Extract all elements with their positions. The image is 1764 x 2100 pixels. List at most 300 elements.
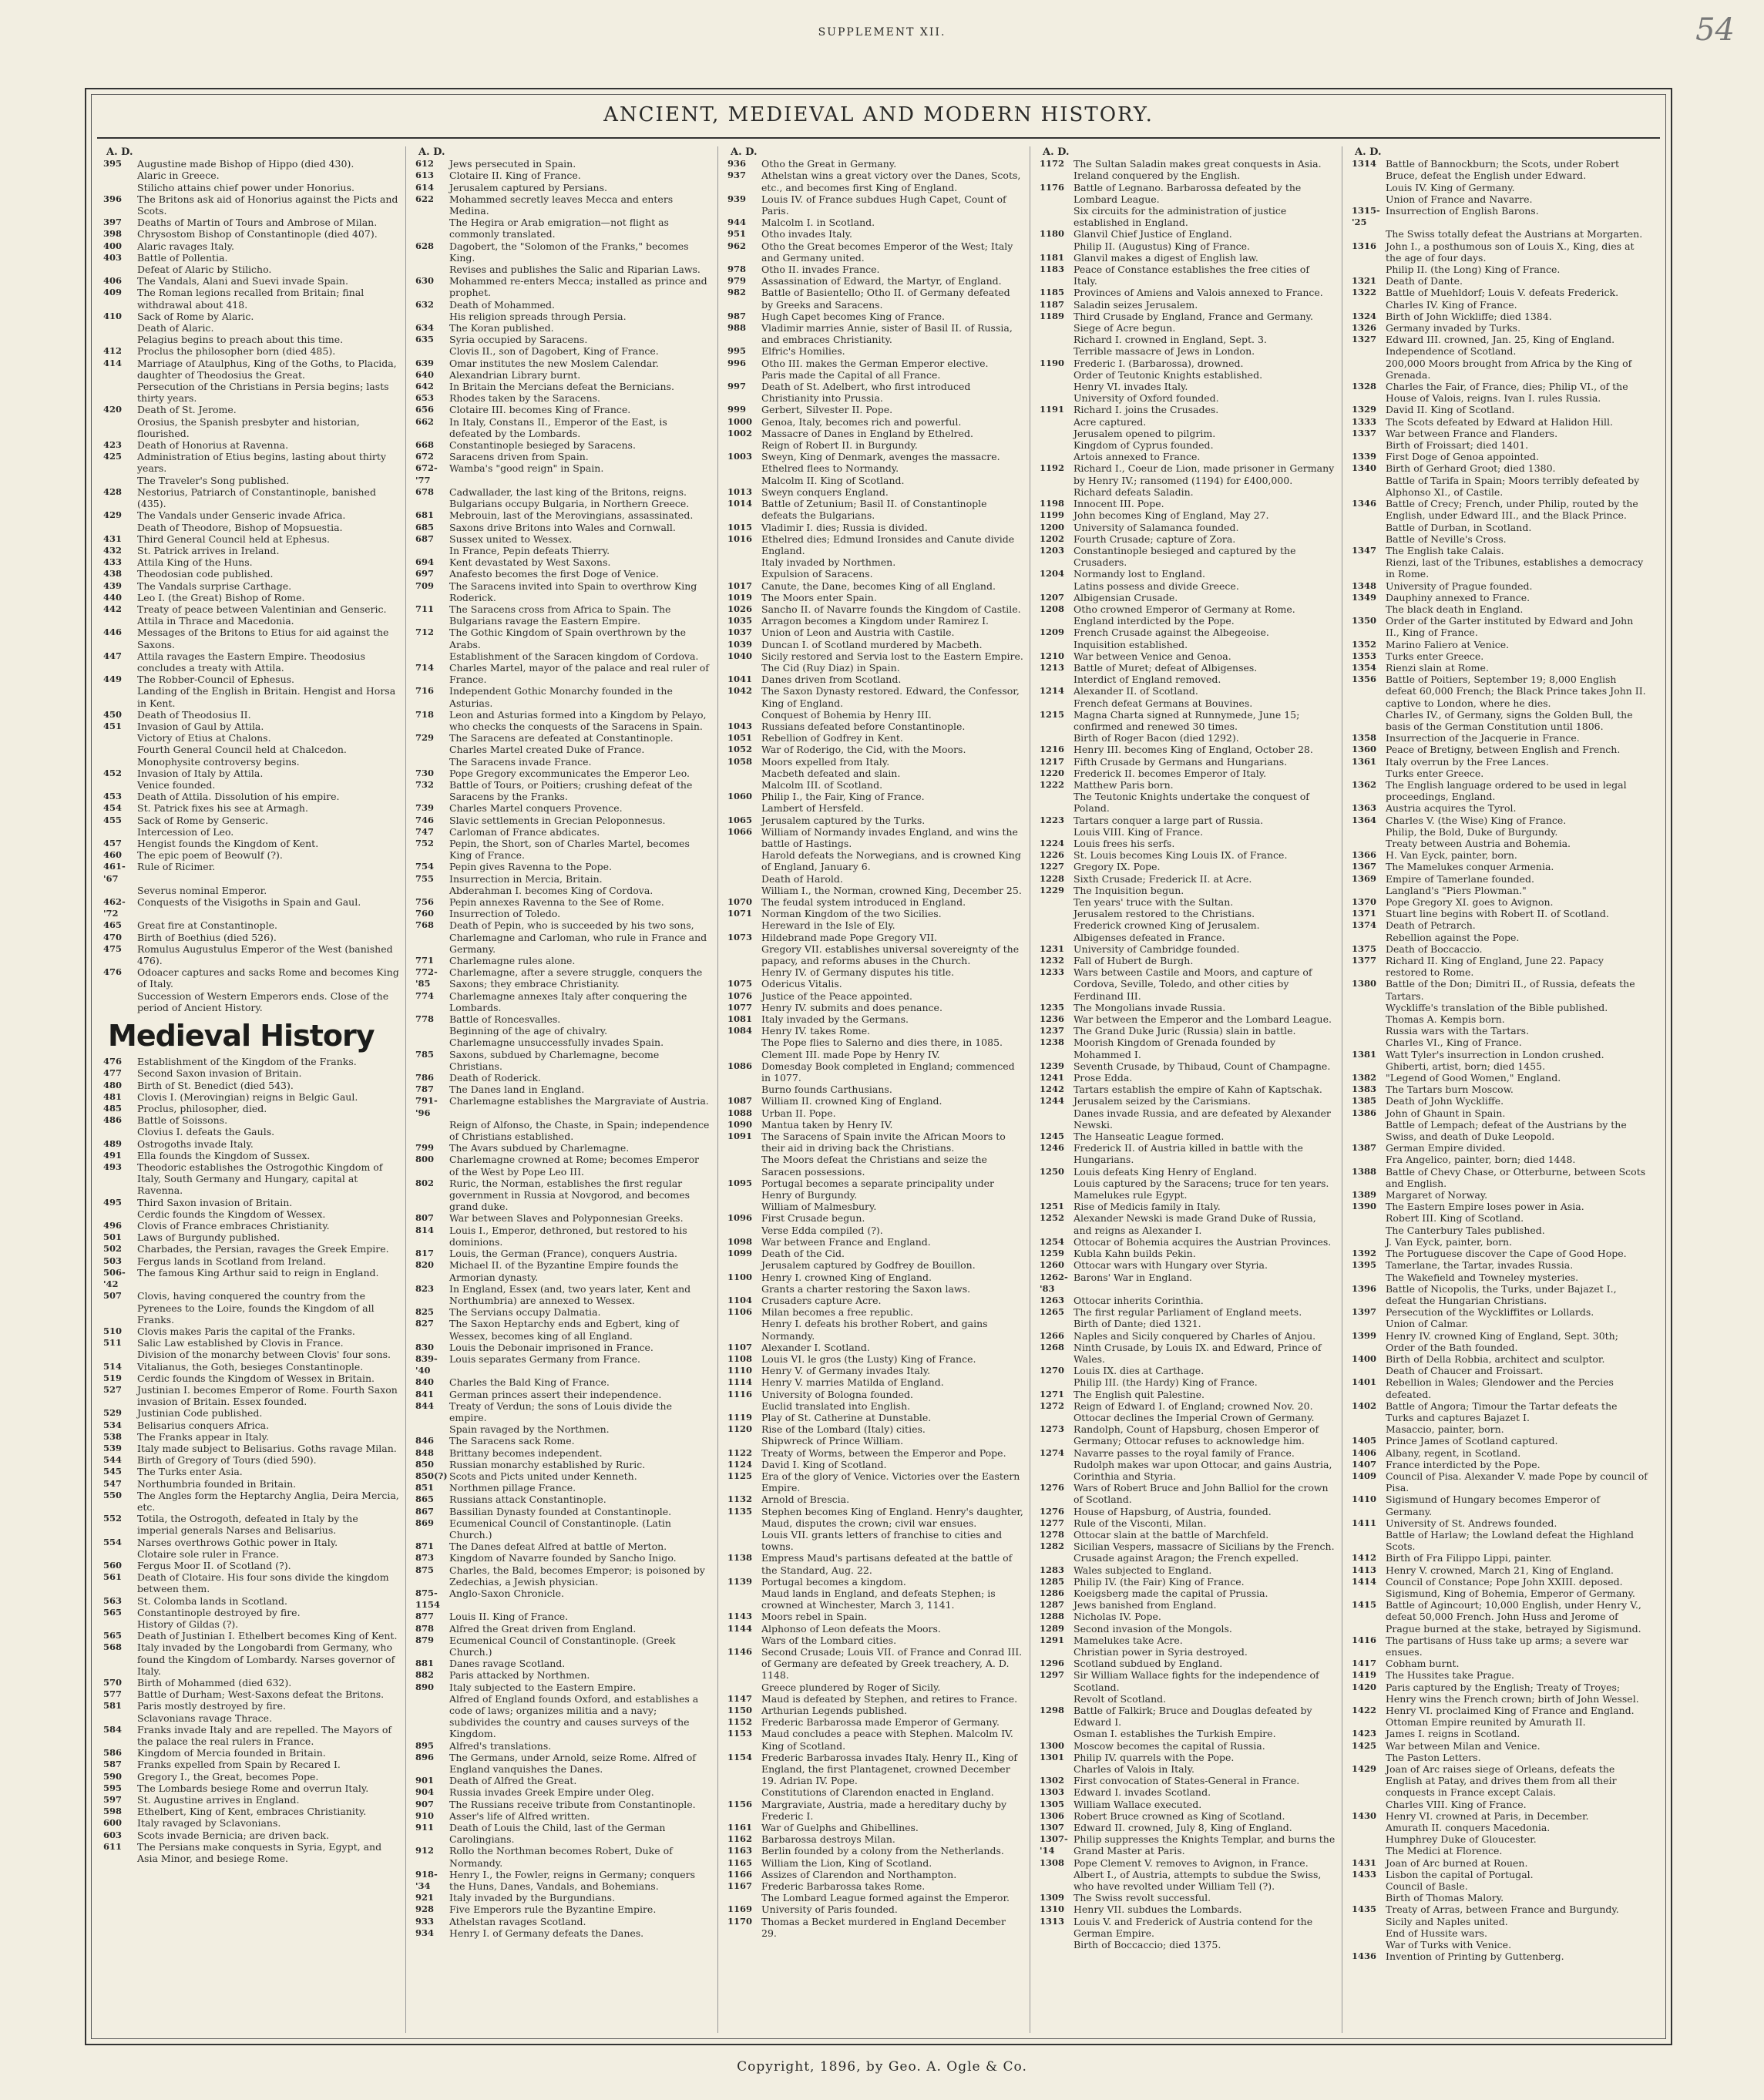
entry-year bbox=[1040, 674, 1074, 685]
entry-year: 409 bbox=[103, 287, 123, 298]
history-entry bbox=[1040, 685, 1336, 697]
entry-year: 1073 bbox=[727, 931, 753, 942]
entry-text: Death of Honorius at Ravenna. bbox=[137, 439, 289, 452]
entry-year: 1096 bbox=[727, 1212, 753, 1224]
entry-text: Sack of Rome by Genseric. bbox=[137, 814, 269, 826]
entry-year: 534 bbox=[103, 1419, 123, 1430]
entry-text: Naples and Sicily conquered by Charles of Anjou. bbox=[1074, 1329, 1316, 1342]
entry-year: 1358 bbox=[1352, 732, 1377, 744]
entry-year bbox=[727, 1400, 761, 1412]
entry-text: Treaty of Arras, between France and Burgundy. bbox=[1386, 1903, 1619, 1916]
history-entry bbox=[727, 1201, 1023, 1212]
entry-year: 1070 bbox=[727, 896, 753, 907]
entry-year: 911 bbox=[415, 1822, 435, 1833]
entry-text: Clotaire sole ruler in France. bbox=[137, 1547, 280, 1560]
history-entry bbox=[727, 217, 1023, 228]
entry-year bbox=[727, 1084, 761, 1095]
entry-text: Birth of Gerhard Groot; died 1380. bbox=[1386, 462, 1556, 475]
entry-year: 962 bbox=[727, 240, 747, 251]
entry-text: Provinces of Amiens and Valois annexed to France. bbox=[1074, 287, 1323, 299]
entry-text: Odoacer captures and sacks Rome and becomes King of Italy. bbox=[137, 966, 399, 990]
history-entry bbox=[1040, 1037, 1336, 1060]
entry-text: Arragon becomes a Kingdom under Ramirez I. bbox=[761, 615, 990, 627]
history-entry bbox=[1040, 1131, 1336, 1142]
supplement-label: SUPPLEMENT XII. bbox=[818, 26, 946, 39]
entry-year: 1098 bbox=[727, 1235, 753, 1247]
history-entry bbox=[1352, 1950, 1648, 1962]
history-entry bbox=[1040, 1236, 1336, 1248]
entry-year: 493 bbox=[103, 1161, 123, 1173]
entry-year: 1139 bbox=[727, 1575, 753, 1587]
entry-year bbox=[1040, 322, 1074, 334]
history-entry bbox=[1040, 1002, 1336, 1013]
entry-text: University of Prague founded. bbox=[1386, 580, 1533, 592]
entry-year bbox=[727, 1049, 761, 1060]
history-entry bbox=[415, 322, 711, 334]
entry-year: 496 bbox=[103, 1220, 123, 1231]
entry-year bbox=[727, 1892, 761, 1903]
entry-text: Franks expelled from Spain by Recared I. bbox=[137, 1759, 341, 1771]
history-entry bbox=[1040, 1330, 1336, 1342]
entry-year: 830 bbox=[415, 1341, 435, 1352]
entry-year: 489 bbox=[103, 1137, 123, 1149]
history-entry bbox=[727, 1799, 1023, 1822]
history-entry bbox=[727, 966, 1023, 978]
entry-year: 1283 bbox=[1040, 1564, 1065, 1575]
history-entry bbox=[1040, 381, 1336, 392]
history-entry bbox=[415, 1541, 711, 1552]
entry-year bbox=[1352, 1822, 1386, 1833]
entry-text: Stephen becomes King of England. Henry's daughter, Maud, disputes the crown; civil war ensues. bbox=[761, 1505, 1023, 1529]
entry-text: Joan of Arc raises siege of Orleans, defeats the English at Patay, and drives them from all their conquests in France except Calais. bbox=[1386, 1763, 1617, 1799]
history-entry bbox=[1040, 1646, 1336, 1658]
entry-year bbox=[1040, 896, 1074, 908]
entry-text: The Saracens of Spain invite the African Moors to their aid in driving back the Christians. bbox=[761, 1131, 1006, 1154]
entry-year: 511 bbox=[103, 1337, 123, 1349]
history-entry bbox=[1040, 1903, 1336, 1915]
history-entry bbox=[1352, 919, 1648, 931]
history-entry bbox=[415, 522, 711, 533]
entry-text: Sicily and Naples united. bbox=[1386, 1915, 1508, 1927]
history-entry bbox=[1040, 1459, 1336, 1482]
entry-text: Battle of Agincourt; 10,000 English, under Henry V., defeat 50,000 French. John Huss and Jerome of Prague burned at the stake, betrayed by Sigismund. bbox=[1386, 1599, 1641, 1635]
entry-year: 1396 bbox=[1352, 1282, 1377, 1294]
entry-year: 1272 bbox=[1040, 1399, 1065, 1411]
history-entry bbox=[727, 768, 1023, 779]
entry-year: 595 bbox=[103, 1782, 123, 1793]
entry-text: Rule of the Visconti, Milan. bbox=[1074, 1517, 1207, 1529]
entry-text: Jerusalem captured by the Turks. bbox=[761, 814, 926, 826]
entry-text: Louis VII. grants letters of franchise to cities and towns. bbox=[761, 1528, 1003, 1553]
history-entry bbox=[727, 1646, 1023, 1682]
entry-text: Philip IV. quarrels with the Pope. bbox=[1074, 1751, 1235, 1763]
entry-year: 1377 bbox=[1352, 955, 1377, 966]
history-entry bbox=[1352, 779, 1648, 802]
history-entry bbox=[415, 1635, 711, 1658]
entry-year: 873 bbox=[415, 1552, 435, 1564]
entry-text: Burno founds Carthusians. bbox=[761, 1084, 892, 1096]
entry-text: Theodosian code published. bbox=[137, 568, 274, 580]
history-entry bbox=[103, 158, 399, 170]
entry-year: 406 bbox=[103, 275, 123, 287]
entry-year: 681 bbox=[415, 509, 435, 521]
entry-year: 1017 bbox=[727, 580, 753, 591]
entry-text: Koeigsberg made the capital of Prussia. bbox=[1074, 1587, 1268, 1599]
entry-text: Peace of Bretigny, between English and French. bbox=[1386, 744, 1621, 756]
entry-year bbox=[103, 322, 137, 334]
entry-year: 1329 bbox=[1352, 404, 1377, 415]
history-entry bbox=[1040, 1916, 1336, 1939]
entry-year: 642 bbox=[415, 381, 435, 392]
entry-text: The Mongolians invade Russia. bbox=[1074, 1001, 1226, 1013]
entry-year: 1339 bbox=[1352, 451, 1377, 462]
entry-text: Louis IX. dies at Carthage. bbox=[1074, 1365, 1205, 1377]
entry-text: Death of Clotaire. His four sons divide the kingdom between them. bbox=[137, 1571, 389, 1595]
entry-text: Alexander I. Scotland. bbox=[761, 1341, 870, 1353]
entry-text: Battle of Nicopolis, the Turks, under Bajazet I., defeat the Hungarian Christians. bbox=[1386, 1282, 1617, 1306]
entry-year bbox=[727, 849, 761, 872]
entry-year bbox=[1040, 170, 1074, 181]
entry-text: Birth of Della Robbia, architect and sculptor. bbox=[1386, 1352, 1605, 1365]
entry-text: Alexander II. of Scotland. bbox=[1074, 685, 1198, 697]
entry-year: 470 bbox=[103, 931, 123, 942]
history-entry bbox=[1352, 1494, 1648, 1517]
history-entry bbox=[415, 662, 711, 685]
history-entry bbox=[103, 1197, 399, 1208]
entry-year: 452 bbox=[103, 767, 123, 778]
entry-text: Insurrection in Mercia, Britain. bbox=[449, 872, 603, 885]
entry-year: 934 bbox=[415, 1927, 435, 1938]
entry-year: 440 bbox=[103, 591, 123, 603]
entry-text: Fifth Crusade by Germans and Hungarians. bbox=[1074, 755, 1288, 768]
history-entry bbox=[1352, 428, 1648, 439]
entry-year: 1282 bbox=[1040, 1541, 1065, 1552]
entry-year: 1420 bbox=[1352, 1681, 1377, 1692]
history-entry bbox=[415, 1470, 711, 1482]
entry-year bbox=[1352, 1154, 1386, 1165]
page-number-mark: 54 bbox=[1695, 12, 1735, 48]
entry-text: Norman Kingdom of the two Sicilies. bbox=[761, 908, 942, 920]
entry-text: Shipwreck of Prince William. bbox=[761, 1435, 904, 1447]
history-entry bbox=[103, 826, 399, 838]
entry-text: Rise of Medicis family in Italy. bbox=[1074, 1201, 1221, 1213]
entry-text: Establishment of the Kingdom of the Franks. bbox=[137, 1056, 357, 1068]
entry-text: Duncan I. of Scotland murdered by Macbeth. bbox=[761, 638, 983, 650]
entry-year bbox=[1040, 392, 1074, 404]
entry-text: Henry IV. takes Rome. bbox=[761, 1025, 871, 1037]
history-entry bbox=[1352, 1810, 1648, 1822]
history-entry bbox=[1040, 334, 1336, 345]
entry-year bbox=[1040, 428, 1074, 439]
entry-text: Albigenses defeated in France. bbox=[1074, 931, 1225, 943]
entry-year bbox=[1352, 932, 1386, 943]
entry-year bbox=[1352, 475, 1386, 498]
entry-year: 1104 bbox=[727, 1294, 753, 1305]
entry-text: The Hegira or Arab emigration—not flight as commonly translated. bbox=[449, 217, 669, 240]
entry-text: Treaty of Worms, between the Emperor and Pope. bbox=[761, 1446, 1006, 1459]
history-entry bbox=[1352, 475, 1648, 498]
entry-year: 1277 bbox=[1040, 1517, 1065, 1528]
history-entry bbox=[1352, 1318, 1648, 1329]
entry-year: 1349 bbox=[1352, 591, 1377, 603]
entry-text: Arthurian Legends published. bbox=[761, 1705, 908, 1717]
entry-text: Russians attack Constantinople. bbox=[449, 1494, 606, 1506]
entry-year bbox=[1352, 299, 1386, 311]
entry-year: 978 bbox=[727, 264, 747, 275]
entry-text: History of Gildas (?). bbox=[137, 1618, 239, 1630]
entry-text: Thomas A. Kempis born. bbox=[1386, 1013, 1505, 1026]
history-entry bbox=[1040, 1939, 1336, 1950]
entry-text: Constantinople besieged by Saracens. bbox=[449, 439, 636, 452]
entry-year bbox=[1040, 1318, 1074, 1329]
history-entry bbox=[727, 1611, 1023, 1622]
entry-text: Watt Tyler's insurrection in London crushed. bbox=[1386, 1048, 1604, 1060]
history-entry bbox=[103, 1747, 399, 1759]
entry-text: University of Salamanca founded. bbox=[1074, 521, 1239, 533]
entry-text: Venice founded. bbox=[137, 778, 216, 791]
entry-year: 752 bbox=[415, 837, 435, 848]
history-entry bbox=[415, 885, 711, 896]
entry-text: Philip II. (Augustus) King of France. bbox=[1074, 240, 1251, 252]
history-entry bbox=[103, 1326, 399, 1337]
entry-year bbox=[103, 615, 137, 627]
history-entry bbox=[1040, 358, 1336, 369]
entry-text: Death of Theodosius II. bbox=[137, 708, 251, 721]
entry-text: Clotaire II. King of France. bbox=[449, 170, 581, 182]
entry-year: 1138 bbox=[727, 1552, 753, 1564]
entry-text: Mantua taken by Henry IV. bbox=[761, 1118, 893, 1131]
entry-year: 1191 bbox=[1040, 404, 1065, 415]
history-entry bbox=[103, 861, 399, 884]
entry-text: War of Roderigo, the Cid, with the Moors. bbox=[761, 744, 966, 756]
history-entry bbox=[1352, 1682, 1648, 1705]
entry-text: Henry VI. crowned at Paris, in December. bbox=[1386, 1809, 1589, 1822]
history-entry bbox=[103, 1537, 399, 1548]
entry-year: 982 bbox=[727, 287, 747, 298]
entry-text: Division of the monarchy between Clovis' four sons. bbox=[137, 1349, 391, 1361]
entry-text: Great fire at Constantinople. bbox=[137, 919, 277, 932]
history-entry bbox=[727, 381, 1023, 404]
history-entry bbox=[727, 1342, 1023, 1353]
entry-year bbox=[1040, 639, 1074, 650]
entry-text: Death of Alaric. bbox=[137, 322, 214, 334]
history-entry bbox=[103, 1373, 399, 1384]
entry-text: Langland's "Piers Plowman." bbox=[1386, 884, 1527, 896]
history-entry bbox=[1352, 802, 1648, 814]
entry-year: 1208 bbox=[1040, 603, 1065, 614]
entry-year bbox=[415, 1025, 449, 1037]
entry-text: Attila ravages the Eastern Empire. Theodosius concludes a treaty with Attila. bbox=[137, 650, 365, 674]
entry-text: Otho II. invades France. bbox=[761, 264, 880, 276]
history-entry bbox=[727, 475, 1023, 486]
entry-year bbox=[103, 1349, 137, 1360]
entry-year bbox=[1352, 1236, 1386, 1248]
entry-text: Russian monarchy established by Ruric. bbox=[449, 1458, 646, 1470]
entry-text: Henry III. becomes King of England, October 28. bbox=[1074, 744, 1313, 756]
history-entry bbox=[1040, 545, 1336, 568]
history-entry bbox=[727, 322, 1023, 345]
entry-year: 979 bbox=[727, 275, 747, 287]
entry-year: 1414 bbox=[1352, 1575, 1377, 1587]
entry-year: 1395 bbox=[1352, 1259, 1377, 1271]
entry-text: The Swiss totally defeat the Austrians at Morgarten. bbox=[1386, 228, 1643, 240]
entry-year: 1431 bbox=[1352, 1856, 1377, 1868]
history-entry bbox=[727, 428, 1023, 439]
entry-year: 476 bbox=[103, 1056, 123, 1067]
entry-text: Randolph, Count of Hapsburg, chosen Emperor of Germany; Ottocar refuses to acknowledge him. bbox=[1074, 1423, 1319, 1447]
history-entry bbox=[415, 873, 711, 885]
history-entry bbox=[103, 334, 399, 345]
entry-year: 912 bbox=[415, 1845, 435, 1856]
history-entry bbox=[1352, 1470, 1648, 1494]
history-entry bbox=[1352, 1763, 1648, 1799]
entry-year: 635 bbox=[415, 334, 435, 345]
entry-year: 1075 bbox=[727, 978, 753, 990]
entry-year: 1200 bbox=[1040, 521, 1065, 533]
history-entry bbox=[727, 580, 1023, 592]
entry-text: Hildebrand made Pope Gregory VII. bbox=[761, 931, 938, 943]
entry-year bbox=[1040, 1189, 1074, 1201]
entry-text: Stilicho attains chief power under Honorius. bbox=[137, 181, 355, 193]
entry-text: Genoa, Italy, becomes rich and powerful. bbox=[761, 415, 962, 428]
entry-text: Mebrouin, last of the Merovingians, assassinated. bbox=[449, 509, 694, 522]
entry-year: 1288 bbox=[1040, 1611, 1065, 1622]
entry-year: 539 bbox=[103, 1442, 123, 1453]
entry-text: The Saxon Dynasty restored. Edward, the Confessor, King of England. bbox=[761, 685, 1020, 709]
entry-year: 1364 bbox=[1352, 814, 1377, 825]
entry-year: 1399 bbox=[1352, 1329, 1377, 1341]
history-entry bbox=[415, 1682, 711, 1693]
entry-text: William I., the Norman, crowned King, December 25. bbox=[761, 884, 1022, 896]
history-entry bbox=[1352, 826, 1648, 838]
entry-text: Matthew Paris born. bbox=[1074, 778, 1174, 791]
entry-text: Lambert of Hersfeld. bbox=[761, 802, 864, 815]
entry-year: 1187 bbox=[1040, 298, 1065, 310]
history-entry bbox=[1040, 1857, 1336, 1869]
entry-year: 1169 bbox=[727, 1903, 753, 1915]
history-entry bbox=[1352, 1119, 1648, 1142]
entry-year: 1125 bbox=[727, 1470, 753, 1481]
entry-year bbox=[1352, 1002, 1386, 1013]
history-entry bbox=[1040, 486, 1336, 498]
entry-text: University of Paris founded. bbox=[761, 1903, 898, 1916]
history-entry bbox=[103, 228, 399, 240]
entry-year: 1266 bbox=[1040, 1329, 1065, 1341]
entry-text: Massacre of Danes in England by Ethelred. bbox=[761, 427, 973, 439]
entry-text: Alaric in Greece. bbox=[137, 170, 220, 182]
entry-year: 1227 bbox=[1040, 861, 1065, 872]
entry-text: Glanvil makes a digest of English law. bbox=[1074, 251, 1258, 264]
entry-text: England interdicted by the Pope. bbox=[1074, 615, 1235, 627]
history-entry bbox=[103, 627, 399, 650]
history-entry bbox=[1040, 428, 1336, 439]
history-entry bbox=[415, 1049, 711, 1072]
entry-text: Expulsion of Saracens. bbox=[761, 568, 873, 580]
entry-year: 577 bbox=[103, 1688, 123, 1700]
entry-text: John I., a posthumous son of Louis X., King, dies at the age of four days. bbox=[1386, 240, 1635, 264]
entry-text: Louis IV. of France subdues Hugh Capet, Count of Paris. bbox=[761, 193, 1006, 217]
history-entry bbox=[415, 170, 711, 181]
entry-text: Empress Maud's partisans defeated at the battle of the Standard, Aug. 22. bbox=[761, 1552, 1013, 1576]
entry-year: 519 bbox=[103, 1372, 123, 1383]
history-entry bbox=[1040, 1669, 1336, 1692]
entry-year: 438 bbox=[103, 568, 123, 580]
history-entry bbox=[1352, 1306, 1648, 1318]
history-entry bbox=[727, 685, 1023, 708]
entry-text: Fall of Hubert de Burgh. bbox=[1074, 955, 1194, 967]
history-entry bbox=[103, 1841, 399, 1864]
entry-text: Richard I., Coeur de Lion, made prisoner in Germany by Henry IV.; ransomed (1194) for £400,000. bbox=[1074, 462, 1335, 486]
history-entry bbox=[103, 732, 399, 744]
entry-year: 1124 bbox=[727, 1458, 753, 1470]
history-entry bbox=[1352, 1869, 1648, 1880]
history-entry bbox=[727, 522, 1023, 533]
entry-text: Maud concludes a peace with Stephen. Malcolm IV. King of Scotland. bbox=[761, 1728, 1013, 1752]
entry-text: Cobham burnt. bbox=[1386, 1658, 1460, 1670]
entry-year: 1000 bbox=[727, 415, 753, 427]
entry-text: Deaths of Martin of Tours and Ambrose of Milan. bbox=[137, 217, 378, 229]
entry-year: 1051 bbox=[727, 732, 753, 744]
history-entry bbox=[1352, 1716, 1648, 1728]
entry-year: 465 bbox=[103, 919, 123, 931]
entry-text: Sir William Wallace fights for the independence of Scotland. bbox=[1074, 1669, 1319, 1693]
history-entry bbox=[415, 1869, 711, 1892]
history-entry bbox=[103, 451, 399, 474]
history-entry bbox=[103, 287, 399, 310]
entry-year: 414 bbox=[103, 357, 123, 368]
entry-year: 827 bbox=[415, 1318, 435, 1329]
entry-text: Kingdom of Navarre founded by Sancho Inigo. bbox=[449, 1552, 677, 1564]
history-entry bbox=[415, 240, 711, 264]
history-entry bbox=[415, 861, 711, 872]
history-entry bbox=[727, 849, 1023, 872]
history-entry bbox=[1040, 1822, 1336, 1833]
entry-year: 1156 bbox=[727, 1798, 753, 1809]
history-entry bbox=[415, 533, 711, 545]
history-entry bbox=[415, 1752, 711, 1775]
entry-year: 565 bbox=[103, 1630, 123, 1641]
history-entry bbox=[103, 1150, 399, 1161]
entry-text: The Lombard League formed against the Emperor. bbox=[761, 1892, 1010, 1904]
entry-text: Battle of Crecy; French, under Philip, routed by the English, under Edward III., and the Black Prince. bbox=[1386, 498, 1638, 522]
entry-text: Independent Gothic Monarchy founded in the Asturias. bbox=[449, 685, 673, 709]
entry-text: Louis separates Germany from France. bbox=[449, 1352, 640, 1365]
history-entry bbox=[727, 1025, 1023, 1037]
history-entry bbox=[1352, 1669, 1648, 1681]
history-entry bbox=[415, 1095, 711, 1118]
history-entry bbox=[1040, 451, 1336, 462]
history-entry bbox=[727, 1494, 1023, 1505]
entry-text: Louis II. King of France. bbox=[449, 1611, 569, 1623]
entry-year: 1406 bbox=[1352, 1446, 1377, 1458]
history-entry bbox=[727, 404, 1023, 415]
entry-text: Order of the Garter instituted by Edward and John II., King of France. bbox=[1386, 615, 1634, 639]
entry-text: Ecumenical Council of Constantinople. (Greek Church.) bbox=[449, 1634, 676, 1658]
entry-text: Glanvil Chief Justice of England. bbox=[1074, 228, 1232, 240]
entry-year: 1119 bbox=[727, 1411, 753, 1423]
entry-text: Battle of Muret; defeat of Albigenses. bbox=[1074, 661, 1258, 674]
history-entry bbox=[727, 1588, 1023, 1611]
entry-year: 614 bbox=[415, 181, 435, 193]
history-entry bbox=[103, 838, 399, 849]
entry-text: Milan becomes a free republic. bbox=[761, 1306, 914, 1319]
entry-text: Council of Basle. bbox=[1386, 1880, 1468, 1893]
entry-year bbox=[415, 744, 449, 755]
history-entry bbox=[727, 193, 1023, 217]
history-entry bbox=[103, 1478, 399, 1490]
entry-year: 1285 bbox=[1040, 1575, 1065, 1587]
entry-text: William II. crowned King of England. bbox=[761, 1095, 942, 1107]
